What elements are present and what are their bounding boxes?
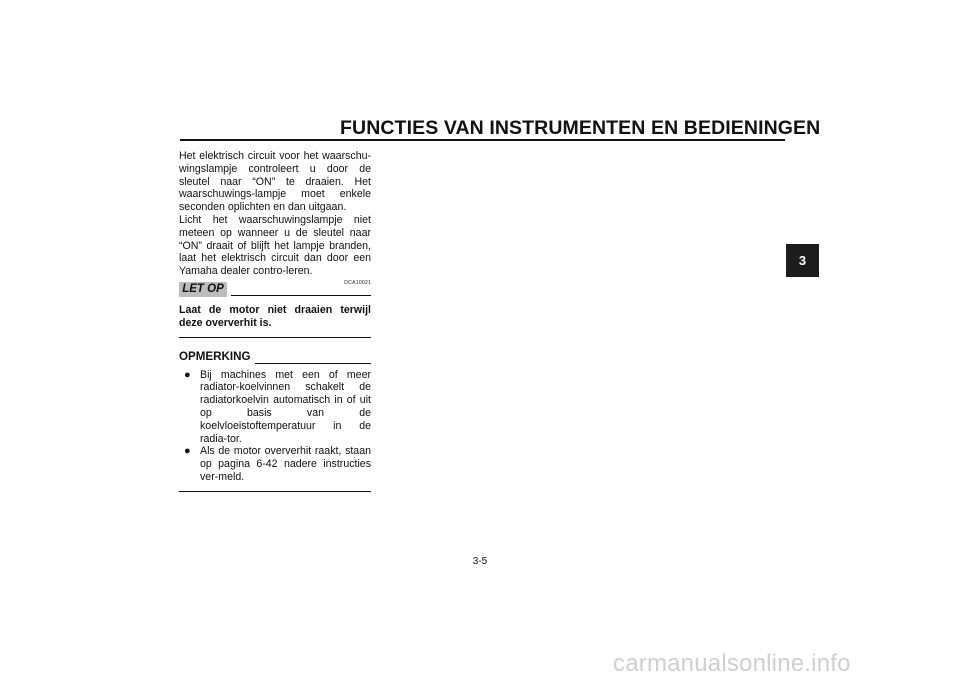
note-label: OPMERKING [179, 349, 251, 363]
note-bottom-rule [179, 491, 371, 492]
caution-bottom-rule [179, 337, 371, 338]
content-column [179, 150, 371, 492]
note-header-line [255, 363, 371, 364]
page-title: FUNCTIES VAN INSTRUMENTEN EN BEDIENINGEN [340, 117, 821, 139]
title-underline [180, 139, 785, 141]
note-header [179, 351, 371, 365]
caution-code: DCA10021 [344, 279, 371, 286]
bullet-icon: ● [184, 445, 191, 458]
chapter-tab: 3 [786, 244, 819, 277]
caution-text: Laat de motor niet draaien terwijl deze oververhit is. [179, 303, 371, 329]
list-item [179, 369, 371, 446]
bullet-icon: ● [184, 368, 191, 381]
caution-header [179, 280, 371, 298]
caution-header-line [231, 295, 371, 296]
page-number: 3-5 [472, 556, 488, 567]
note-item-text: Bij machines met een of meer radiator-koelvinnen schakelt de radiatorkoelvin automatisch in of uit op basis van de koelvloeistoftemperatuur in de radia-tor. [200, 368, 371, 445]
body-paragraph-2: Licht het waarschuwingslampje niet meteen op wanneer u de sleutel naar “ON” draait of blijft het lampje branden, laat het elektrisch circuit dan door een Yamaha dealer contro-leren. [179, 213, 371, 278]
note-item-text: Als de motor oververhit raakt, staan op pagina 6-42 nadere instructies ver-meld. [200, 445, 371, 483]
body-paragraph-1: Het elektrisch circuit voor het waarschu-wingslampje controleert u door de sleutel naar “ON” te draaien. Het waarschuwings-lampje moet enkele seconden oplichten en dan uitgaan. [179, 150, 371, 214]
list-item [179, 445, 371, 483]
watermark: carmanualsonline.info [613, 650, 851, 677]
note-list [179, 369, 371, 484]
caution-badge: LET OP [179, 282, 227, 297]
